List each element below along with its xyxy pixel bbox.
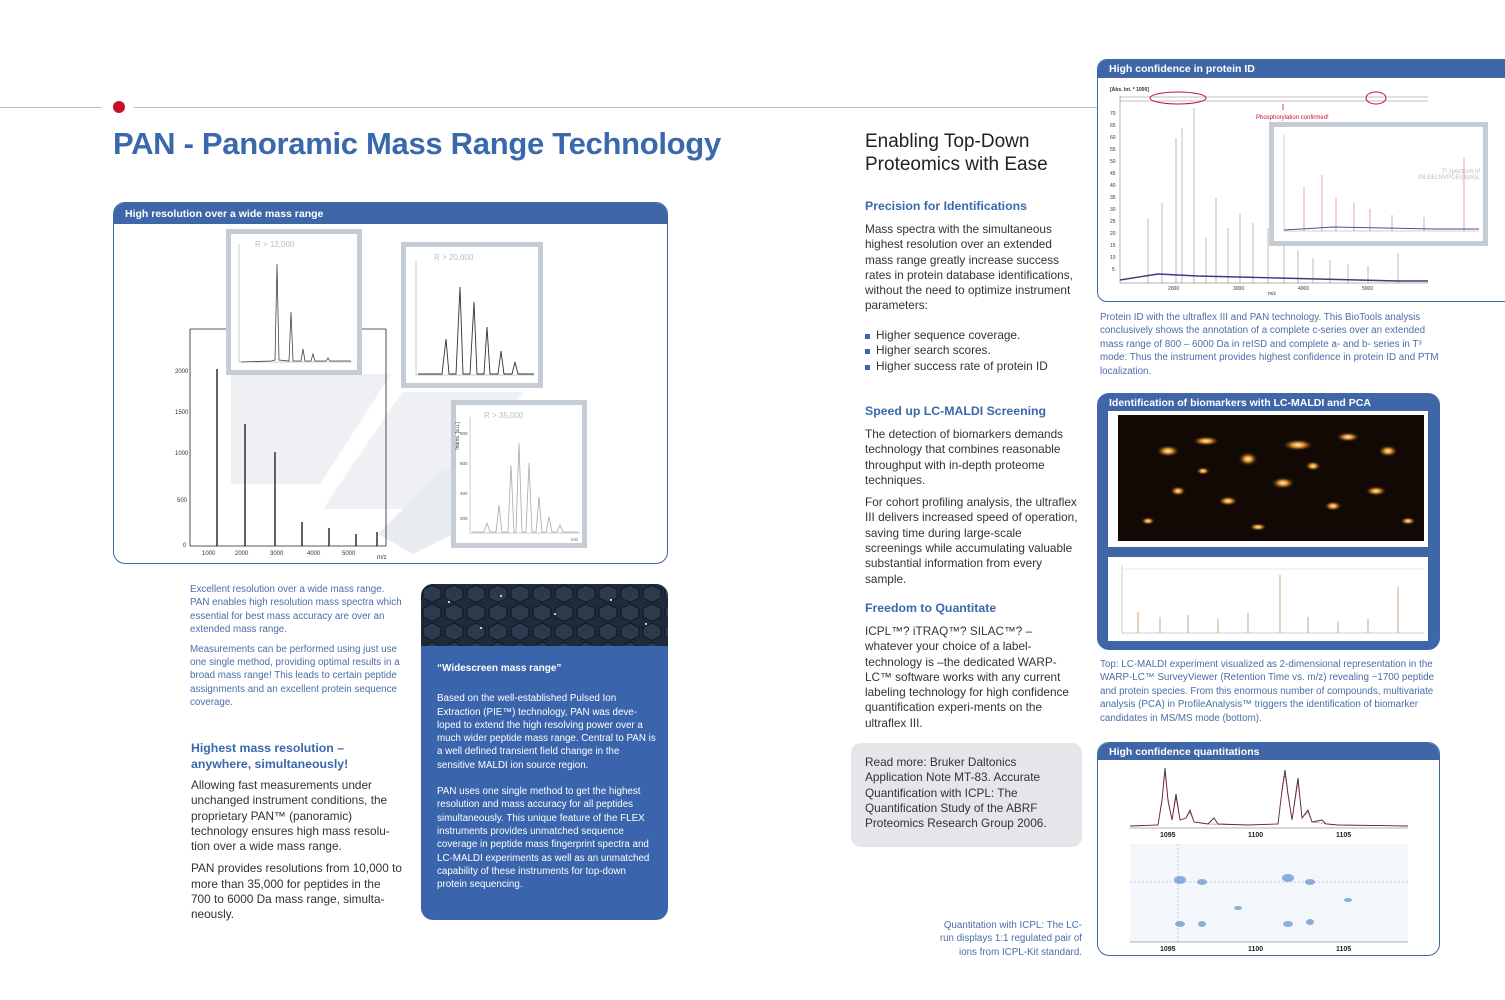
inset-xlabel: m/z (571, 537, 579, 542)
protein-panel-title: High confidence in protein ID (1109, 63, 1255, 75)
y-tick: 10 (1110, 255, 1116, 261)
protein-caption: Protein ID with the ultraflex III and PAN technology. This BioTools analysis conclusively shows the annotation of a complete c-series over an extended mass range of 800 – 6000 Da in reISD and complete a- and b- series in T³ mode: Thus the instrument provides highest confidence in protein ID and PTM localization. (1100, 312, 1439, 377)
y-tick: 70 (1110, 111, 1116, 117)
y-tick: 0 (183, 543, 187, 549)
quant-tick: 1105 (1336, 946, 1352, 953)
y-tick: 500 (177, 498, 188, 504)
inset-label: R > 12,000 (255, 240, 295, 249)
x-tick: 3000 (270, 551, 284, 557)
caption-paragraph: Excellent resolution over a wide mass range. PAN enables high resolution mass spectra which essential for best mass accuracy are over an extended mass range. (190, 584, 402, 636)
y-tick: 60 (1110, 135, 1116, 141)
y-tick: 35 (1110, 195, 1116, 201)
y-tick: 1500 (175, 410, 189, 416)
lcmaldi-body (865, 427, 1081, 594)
inset-ytick: 200 (460, 516, 468, 521)
middle-heading: Enabling Top-Down Proteomics with Ease (865, 131, 1048, 175)
bullet-item: Higher search scores. (865, 343, 1080, 358)
quant-chart (1098, 760, 1438, 954)
y-tick: 25 (1110, 219, 1116, 225)
lcmaldi-caption: Top: LC-MALDI experiment visualized as 2-dimensional representation in the WARP-LC™ SurveyViewer (Retention Time vs. m/z) revealing ~1700 peptide and protein species. From this enormous number of compounds, multivariate analysis (PCA) in ProfileAnalysis™ triggers the identification of biomarker candidates in MS/MS mode (bottom). (1100, 659, 1435, 724)
quantitate-body: ICPL™? iTRAQ™? SILAC™? – whatever your choice of a label-technology is –the dedicated WARP-LC™ software works with any current labeling technology for high confidence quantification experi-ments on the ultraflex III. (865, 624, 1069, 730)
body-paragraph: Allowing fast measurements under unchanged instrument conditions, the proprietary PAN™ (panoramic) technology ensures high mass resolu-tion over a wide mass range. (191, 778, 390, 854)
top-rule-right (134, 107, 1098, 108)
precision-bullets (865, 328, 1080, 374)
widescreen-box (421, 584, 668, 920)
protein-axis-title: [Abs. Int. * 1000] (1110, 87, 1149, 93)
x-tick: 4000 (307, 551, 321, 557)
lcmaldi-heading: Speed up LC-MALDI Screening (865, 404, 1047, 418)
hexagon-texture (421, 584, 668, 646)
quant-caption: Quantitation with ICPL: The LC-run displays 1:1 regulated pair of ions from ICPL-Kit standard. (939, 920, 1082, 958)
highest-body (191, 778, 403, 930)
body-paragraph: The detection of biomarkers demands technology that combines reasonable throughput with in-depth proteome techniques. (865, 427, 1064, 487)
inset-ytick: 800 (460, 431, 468, 436)
bullet-item: Higher sequence coverage. (865, 328, 1080, 343)
quant-tick: 1095 (1160, 832, 1176, 839)
x-label: m/z (377, 555, 387, 561)
y-tick: 1000 (175, 451, 189, 457)
y-tick: 5 (1112, 267, 1115, 273)
left-caption (190, 583, 404, 716)
x-tick: 5000 (1362, 286, 1374, 292)
lcmaldi-msms-spectrum (1108, 557, 1428, 641)
body-paragraph: PAN provides resolutions from 10,000 to more than 35,000 for peptides in the 700 to 6000 Da mass range, simulta-neously. (191, 861, 402, 922)
quantitate-heading: Freedom to Quantitate (865, 601, 997, 615)
inset-r12000 (226, 229, 362, 375)
resolution-panel-bar (114, 203, 667, 224)
widescreen-paragraph: Based on the well-established Pulsed Ion Extraction (PIE™) technology, PAN was deve-loped to extend the high resolving power over a much wider peptide mass range. Central to PAN is a well defined transient field change in the sensitive MALDI ion source region. (437, 693, 656, 771)
page-title: PAN - Panoramic Mass Range Technology (113, 126, 721, 161)
lcmaldi-2d-map (1108, 411, 1428, 547)
widescreen-paragraph: PAN uses one single method to get the highest resolution and mass accuracy for all peptides simultaneously. This unique feature of the FLEX instruments provides unmatched sequence coverage in peptide mass fingerprint spectra and LC-MALDI experiments as well as an unmatched capability of these instruments for top-down protein sequencing. (437, 786, 650, 891)
y-tick: 20 (1110, 231, 1116, 237)
inset-ylabel: Intens. [a.u.] (454, 422, 461, 450)
protein-inset-label: T³ spectrum of INLEELNVPGEI(SpS)L (1417, 169, 1480, 181)
inset-r20000 (401, 242, 543, 388)
protein-panel-bar (1098, 60, 1505, 78)
inset-ytick: 600 (460, 461, 468, 466)
phospho-label: Phosphorylation confirmed! (1256, 115, 1329, 121)
highest-heading: Highest mass resolution – anywhere, simultaneously! (191, 741, 349, 771)
read-more-text: Read more: Bruker Daltonics Application Note MT-83. Accurate Quantification with ICPL: The Quantification Study of the ABRF Proteomics Research Group 2006. (865, 755, 1047, 831)
x-label: m/z (1268, 291, 1277, 297)
y-tick: 55 (1110, 147, 1116, 153)
top-rule-left (0, 107, 102, 108)
widescreen-title: “Widescreen mass range” (437, 663, 562, 674)
lcmaldi-panel-bar (1098, 394, 1439, 411)
resolution-panel-title: High resolution over a wide mass range (125, 207, 324, 220)
inset-label: R > 20,000 (434, 253, 474, 262)
x-tick: 2000 (235, 551, 249, 557)
y-tick: 40 (1110, 183, 1116, 189)
inset-ytick: 400 (460, 491, 468, 496)
quant-panel-title: High confidence quantitations (1109, 745, 1260, 758)
x-tick: 5000 (342, 551, 356, 557)
precision-heading: Precision for Identifications (865, 199, 1027, 213)
x-tick: 3000 (1233, 286, 1245, 292)
inset-r35000 (451, 400, 587, 548)
caption-paragraph: Measurements can be performed using just use one single method, providing optimal results in a broad mass range! This leads to certain peptide assignments and an excellent protein sequence coverage. (190, 643, 400, 709)
y-tick: 50 (1110, 159, 1116, 165)
quant-tick: 1095 (1160, 946, 1176, 953)
y-tick: 15 (1110, 243, 1116, 249)
lcmaldi-panel (1097, 393, 1440, 650)
x-tick: 2000 (1168, 286, 1180, 292)
y-tick: 30 (1110, 207, 1116, 213)
y-tick: 2000 (175, 369, 189, 375)
bullet-item: Higher success rate of protein ID (865, 359, 1080, 374)
quant-tick: 1105 (1336, 832, 1352, 839)
read-more-box (851, 743, 1082, 847)
protein-inset (1269, 122, 1488, 246)
y-tick: 65 (1110, 123, 1116, 129)
body-paragraph: For cohort profiling analysis, the ultraflex III delivers increased speed of operation, saving time during large-scale screenings while accumulating valuable substantial information from every sample. (865, 495, 1078, 586)
quant-tick: 1100 (1248, 832, 1264, 839)
quant-tick: 1100 (1248, 946, 1264, 953)
y-tick: 45 (1110, 171, 1116, 177)
precision-body: Mass spectra with the simultaneous highest resolution over an extended mass range greatly increase success rates in protein database identifications, without the need to optimize instrument parameters: (865, 222, 1073, 313)
x-tick: 1000 (202, 551, 216, 557)
red-dot (113, 101, 125, 113)
x-tick: 4000 (1298, 286, 1310, 292)
lcmaldi-panel-title: Identification of biomarkers with LC-MALDI and PCA (1109, 396, 1371, 409)
quant-panel-bar (1098, 743, 1439, 760)
inset-label: R > 35,000 (484, 411, 524, 420)
